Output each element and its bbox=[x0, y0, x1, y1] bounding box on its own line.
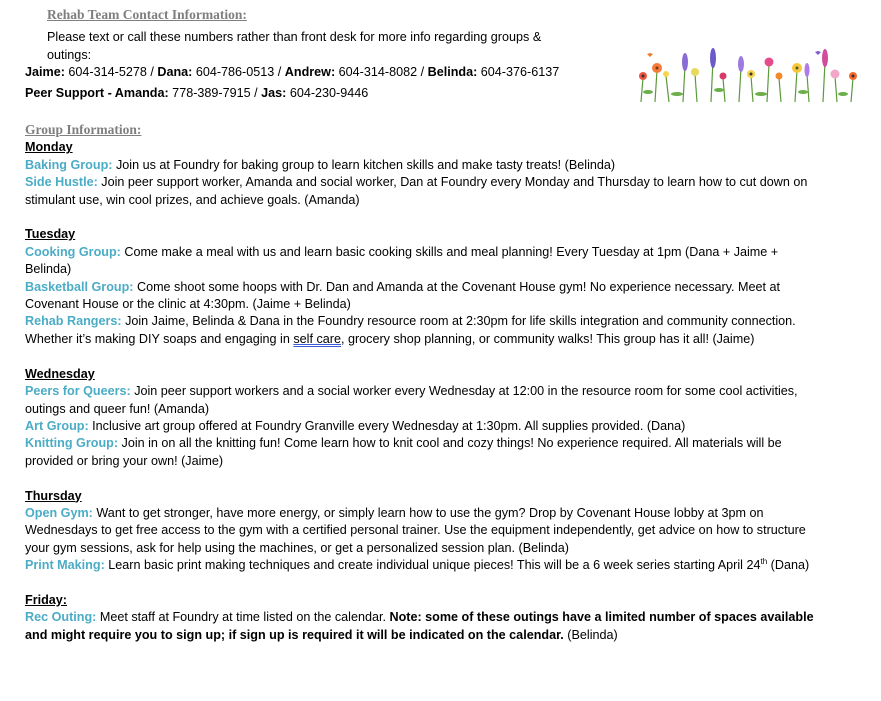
group-knitting: Knitting Group: Join in on all the knitting fun! Come learn how to knit cool and cozy things! No experience required. All materials will be provided or bring your own! (Jaime) bbox=[25, 436, 782, 468]
group-rehab-rangers: Rehab Rangers: Join Jaime, Belinda & Dana in the Foundry resource room at 2:30pm for life skills integration and community connection. Whether it’s making DIY soaps and engaging in self care, grocery shop planning, or community walks! This group has it all! (Jaime) bbox=[25, 314, 796, 346]
group-baking: Baking Group: Join us at Foundry for baking group to learn kitchen skills and make tasty treats! (Belinda) bbox=[25, 157, 616, 172]
contact-intro: Please text or call these numbers rather than front desk for more info regarding groups & outings: bbox=[47, 30, 542, 62]
self-care-link: self care bbox=[293, 331, 341, 346]
group-side-hustle: Side Hustle: Join peer support worker, Amanda and social worker, Dan at Foundry every Monday and Thursday to learn how to cut down on stimulant use, win cool prizes, and achieve goals. (Amanda) bbox=[25, 175, 808, 207]
group-open-gym: Open Gym: Want to get stronger, have more energy, or simply learn how to use the gym? Drop by Covenant House lobby at 3pm on Wednesdays to get free access to the gym with a certified personal trainer. Use the equipment independently, get advice on how to structure your gym sessions, ask for help using the machines, or get a personalized session plan. (Belinda) bbox=[25, 505, 806, 555]
contact-heading: Rehab Team Contact Information: bbox=[47, 7, 247, 22]
day-wednesday: Wednesday bbox=[25, 366, 95, 381]
group-rec-outing: Rec Outing: Meet staff at Foundry at time listed on the calendar. Note: some of these outings have a limited number of spaces available and might require you to sign up; if sign up is required it will be indicated on the calendar. (Belinda) bbox=[25, 610, 814, 642]
day-friday: Friday: bbox=[25, 592, 67, 607]
day-tuesday: Tuesday bbox=[25, 227, 76, 242]
group-art: Art Group: Inclusive art group offered at Foundry Granville every Wednesday at 1:30pm. All supplies provided. (Dana) bbox=[25, 418, 686, 433]
contact-line-2: Peer Support - Amanda: 778-389-7915 / Jas: 604-230-9446 bbox=[25, 85, 369, 100]
group-basketball: Basketball Group: Come shoot some hoops with Dr. Dan and Amanda at the Covenant House gym! No experience necessary. Meet at Covenant House or the clinic at 4:30pm. (Jaime + Belinda) bbox=[25, 279, 781, 312]
wildflower-border-illustration bbox=[633, 48, 861, 104]
group-peers-for-queers: Peers for Queers: Join peer support workers and a social worker every Wednesday at 12:00 in the resource room for some cool activities, outings and queer fun! (Amanda) bbox=[25, 384, 798, 416]
day-monday: Monday bbox=[25, 140, 73, 155]
group-cooking: Cooking Group: Come make a meal with us and learn basic cooking skills and meal planning! Every Tuesday at 1pm (Dana + Jaime + Belinda) bbox=[25, 244, 779, 277]
group-print-making: Print Making: Learn basic print making techniques and create individual unique pieces! This will be a 6 week series starting April 24th (Dana) bbox=[25, 556, 810, 573]
contact-line-1: Jaime: 604-314-5278 / Dana: 604-786-0513 / Andrew: 604-314-8082 / Belinda: 604-376-6137 bbox=[25, 65, 560, 80]
group-info-heading: Group Information: bbox=[25, 122, 142, 138]
day-thursday: Thursday bbox=[25, 488, 82, 503]
